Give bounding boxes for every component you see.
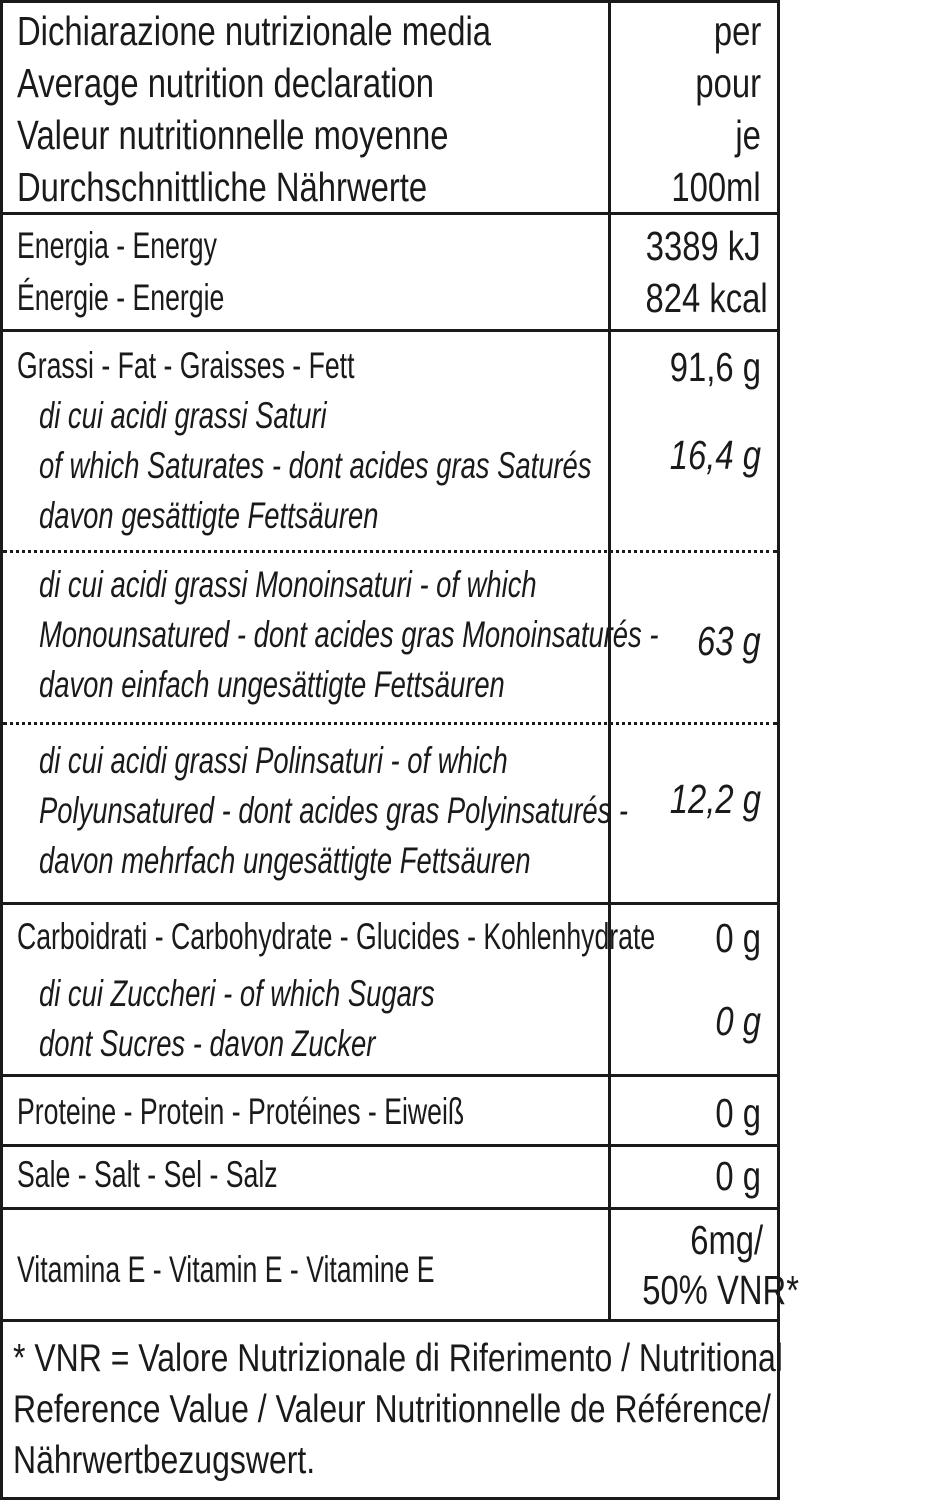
vitamin-e-value: [603, 1215, 799, 1315]
divider: [3, 1319, 777, 1322]
vitamin-e-label: [17, 1245, 602, 1295]
sugars-value: [615, 995, 761, 1047]
dotted-divider: [3, 550, 777, 553]
saturates-line: of which Saturates - dont acides gras Saturés: [39, 445, 592, 486]
fat-value: [615, 341, 761, 393]
mono-label: [39, 560, 659, 710]
vitamin-e-value-line: 6mg/: [690, 1217, 763, 1263]
poly-line: di cui acidi grassi Polinsaturi - of which: [39, 740, 508, 781]
protein-value: [615, 1087, 761, 1139]
protein-label: [17, 1087, 602, 1137]
sugars-value-text: 0 g: [715, 998, 761, 1044]
mono-value-text: 63 g: [697, 618, 761, 664]
salt-label: [17, 1150, 602, 1200]
divider: [3, 1207, 777, 1210]
poly-value-text: 12,2 g: [669, 776, 761, 822]
poly-line: davon mehrfach ungesättigte Fettsäuren: [39, 840, 531, 881]
saturates-line: di cui acidi grassi Saturi: [39, 395, 327, 436]
header-title-line: Dichiarazione nutrizionale media: [17, 8, 492, 54]
header-title: [17, 5, 602, 213]
per-line: pour: [695, 60, 761, 106]
poly-value: [615, 773, 761, 825]
per-line: je: [735, 112, 761, 158]
divider: [3, 212, 777, 215]
carbs-value-text: 0 g: [715, 915, 761, 961]
poly-line: Polyunsatured - dont acides gras Polyinsaturés -: [39, 790, 628, 831]
saturates-label: [39, 391, 624, 541]
carbs-value: [615, 912, 761, 964]
fat-value-text: 91,6 g: [669, 344, 761, 390]
header-title-line: Durchschnittliche Nährwerte: [17, 164, 428, 210]
salt-value: [615, 1150, 761, 1202]
divider: [3, 1074, 777, 1077]
energy-kcal: 824 kcal: [645, 275, 768, 321]
fat-label-text: Grassi - Fat - Graisses - Fett: [17, 345, 355, 386]
vitamin-e-value-line: 50% VNR*: [642, 1267, 799, 1313]
protein-label-text: Proteine - Protein - Protéines - Eiweiß: [17, 1091, 465, 1132]
saturates-value-text: 16,4 g: [669, 432, 761, 478]
footnote-line: * VNR = Valore Nutrizionale di Riferimento / Nutritional: [13, 1337, 783, 1380]
mono-line: Monounsatured - dont acides gras Monoinsaturés -: [39, 614, 659, 655]
divider: [3, 329, 777, 332]
divider: [3, 902, 777, 905]
energy-label-line: Énergie - Energie: [17, 277, 225, 318]
energy-kj: 3389 kJ: [646, 223, 761, 269]
footnote-line: Nährwertbezugswert.: [13, 1439, 316, 1482]
header-per-unit: [615, 5, 761, 213]
header-title-line: Average nutrition declaration: [17, 60, 434, 106]
saturates-value: [615, 429, 761, 481]
per-line: 100ml: [671, 164, 761, 210]
dotted-divider: [3, 722, 777, 725]
poly-label: [39, 736, 628, 886]
mono-line: di cui acidi grassi Monoinsaturi - of which: [39, 564, 537, 605]
footnote: [13, 1333, 783, 1486]
energy-label-line: Energia - Energy: [17, 225, 217, 266]
mono-value: [615, 615, 761, 667]
protein-value-text: 0 g: [715, 1090, 761, 1136]
salt-label-text: Sale - Salt - Sel - Salz: [17, 1154, 278, 1195]
carbs-label-text: Carboidrati - Carbohydrate - Glucides - Kohlenhydrate: [17, 916, 656, 957]
footnote-line: Reference Value / Valeur Nutritionnelle de Référence/: [13, 1388, 771, 1431]
vitamin-e-label-text: Vitamina E - Vitamin E - Vitamine E: [17, 1249, 435, 1290]
carbs-label: [17, 912, 656, 962]
divider: [3, 1144, 777, 1147]
header-title-line: Valeur nutritionnelle moyenne: [17, 112, 449, 158]
energy-values: [615, 220, 768, 324]
fat-label: [17, 341, 602, 391]
energy-label: [17, 220, 602, 324]
saturates-line: davon gesättigte Fettsäuren: [39, 495, 379, 536]
salt-value-text: 0 g: [715, 1153, 761, 1199]
mono-line: davon einfach ungesättigte Fettsäuren: [39, 664, 505, 705]
sugars-label: [39, 969, 624, 1069]
per-line: per: [713, 8, 761, 54]
sugars-line: di cui Zuccheri - of which Sugars: [39, 973, 435, 1014]
sugars-line: dont Sucres - davon Zucker: [39, 1023, 376, 1064]
